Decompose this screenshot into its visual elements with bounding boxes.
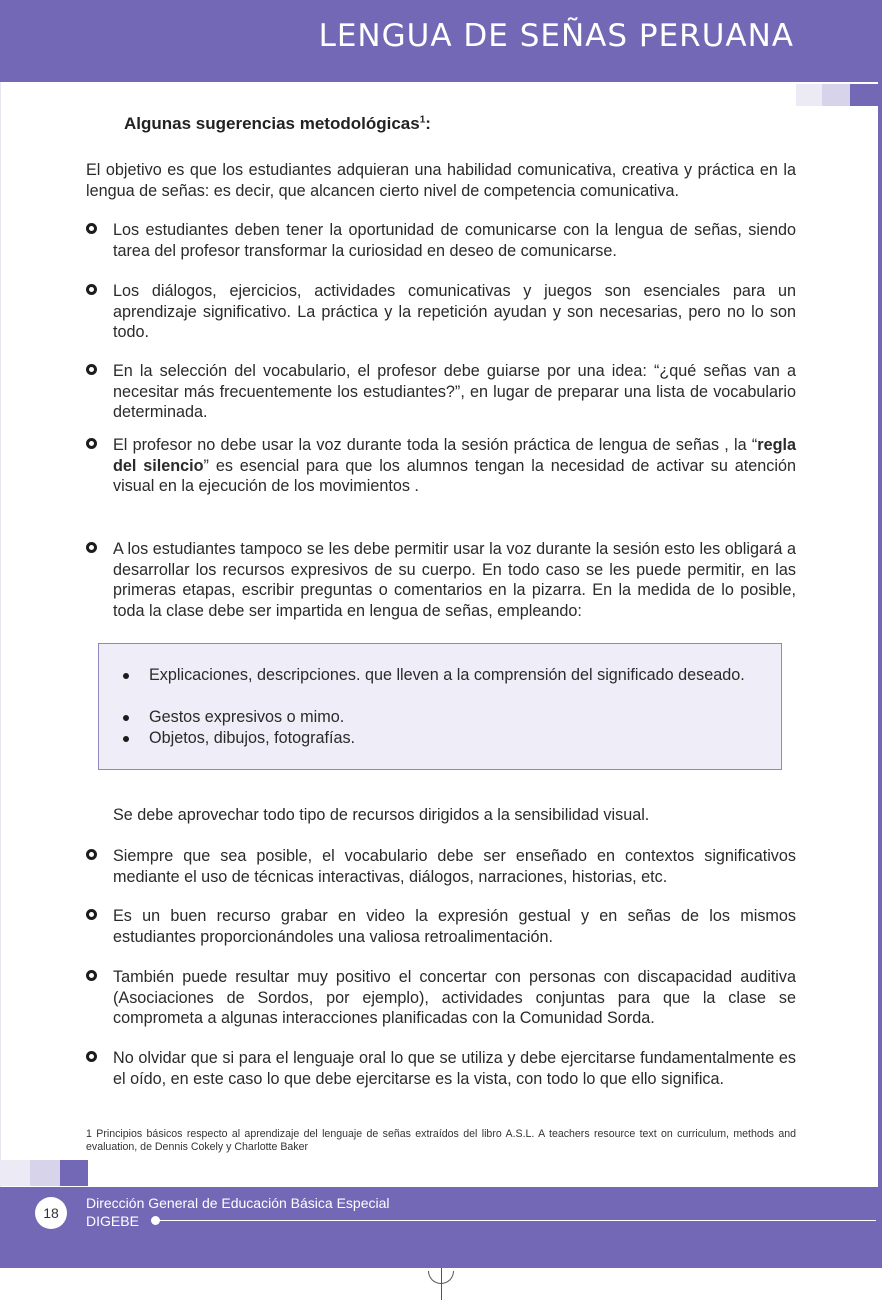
callout-box <box>98 643 782 770</box>
right-edge-strip <box>878 82 882 1187</box>
heading-text: Algunas sugerencias metodológicas <box>124 114 420 133</box>
bullet-icon <box>86 284 97 295</box>
bold-term: regla del silencio <box>113 436 796 475</box>
box-list-item <box>123 707 763 728</box>
list-item <box>86 1048 796 1089</box>
bullet-icon <box>86 542 97 553</box>
bullet-icon <box>86 364 97 375</box>
list-item <box>86 435 796 497</box>
box-item-text: Gestos expresivos o mimo. <box>149 708 345 726</box>
list-item <box>86 281 796 343</box>
list-item <box>86 220 796 261</box>
bullet-icon <box>86 970 97 981</box>
text-run: ” es esencial para que los alumnos tengan la necesidad de activar su atención visual en la ejecución de los movimientos . <box>113 456 796 495</box>
list-item-text: También puede resultar muy positivo el concertar con personas con discapacidad auditiva (Asociaciones de Sordos, por ejemplo), actividades conjuntas para que la clase se comprometa a algunas interacciones planificadas con la Comunidad Sorda. <box>113 968 796 1027</box>
header-title: LENGUA DE SEÑAS PERUANA <box>318 18 794 54</box>
bullet-icon <box>86 223 97 234</box>
footer-acronym: DIGEBE <box>86 1213 139 1229</box>
deco-square <box>850 84 878 106</box>
bullet-icon <box>86 849 97 860</box>
list-item-text: Los diálogos, ejercicios, actividades comunicativas y juegos son esenciales para un aprendizaje significativo. La práctica y la repetición ayudan y son necesarias, pero no lo son todo. <box>113 282 796 341</box>
deco-square <box>822 84 850 106</box>
dot-icon <box>123 673 129 679</box>
list-item <box>86 906 796 947</box>
page-number: 18 <box>35 1197 67 1229</box>
deco-square <box>796 84 822 106</box>
list-item-text: Siempre que sea posible, el vocabulario debe ser enseñado en contextos significativos mediante el uso de técnicas interactivas, diálogos, narraciones, historias, etc. <box>113 847 796 886</box>
dot-icon <box>123 736 129 742</box>
section-heading <box>124 114 431 134</box>
list-item-text: En la selección del vocabulario, el profesor debe guiarse por una idea: “¿qué señas van a necesitar más frecuentemente los estudiantes?”, en lugar de preparar una lista de vocabulario determinada. <box>113 362 796 421</box>
footer-dot-icon <box>151 1216 160 1225</box>
list-item-text: No olvidar que si para el lenguaje oral lo que se utiliza y debe ejercitarse fundamentalmente es el oído, en este caso lo que debe ejercitarse es la vista, con todo lo que ello significa. <box>113 1049 796 1088</box>
footnote-ref: 1 <box>419 114 426 126</box>
box-item-text: Explicaciones, descripciones. que lleven a la comprensión del significado deseado. <box>149 666 745 684</box>
bullet-icon <box>86 1051 97 1062</box>
box-list-item <box>123 665 763 686</box>
footnote: 1 Principios básicos respecto al aprendizaje del lenguaje de señas extraídos del libro A.S.L. A teachers resource text on curriculum, methods and evaluation, de Dennis Cokely y Charlotte Baker <box>86 1128 796 1153</box>
page-header <box>0 0 882 82</box>
list-item-text: A los estudiantes tampoco se les debe permitir usar la voz durante la sesión esto les obligará a desarrollar los recursos expresivos de su cuerpo. En todo caso se les puede permitir, en las primeras etapas, escribir preguntas o comentarios en la pizarra. En la medida de lo posible, toda la clase debe ser impartida en lengua de señas, empleando: <box>113 540 796 620</box>
list-item-text <box>113 435 796 497</box>
list-item <box>86 361 796 423</box>
box-item-text: Objetos, dibujos, fotografías. <box>149 729 356 747</box>
text-run: El profesor no debe usar la voz durante toda la sesión práctica de lengua de señas , la “ <box>113 436 758 454</box>
deco-square <box>0 1160 30 1186</box>
dot-icon <box>123 715 129 721</box>
bullet-icon <box>86 438 97 449</box>
heading-suffix: : <box>425 114 431 133</box>
footer-institution: Dirección General de Educación Básica Especial <box>86 1195 390 1211</box>
list-item <box>86 967 796 1029</box>
after-box-paragraph: Se debe aprovechar todo tipo de recursos dirigidos a la sensibilidad visual. <box>113 806 650 824</box>
deco-square <box>30 1160 60 1186</box>
bullet-icon <box>86 909 97 920</box>
list-item-text: Los estudiantes deben tener la oportunidad de comunicarse con la lengua de señas, siendo tarea del profesor transformar la curiosidad en deseo de comunicarse. <box>113 221 796 260</box>
list-item <box>86 846 796 887</box>
list-item-text: Es un buen recurso grabar en video la expresión gestual y en señas de los mismos estudiantes proporcionándoles una valiosa retroalimentación. <box>113 907 796 946</box>
box-list-item <box>123 728 763 749</box>
deco-square <box>60 1160 88 1186</box>
list-item <box>86 539 796 621</box>
footer-rule <box>156 1220 876 1221</box>
intro-paragraph: El objetivo es que los estudiantes adquieran una habilidad comunicativa, creativa y práctica en la lengua de señas: es decir, que alcancen cierto nivel de competencia comunicativa. <box>86 161 796 200</box>
